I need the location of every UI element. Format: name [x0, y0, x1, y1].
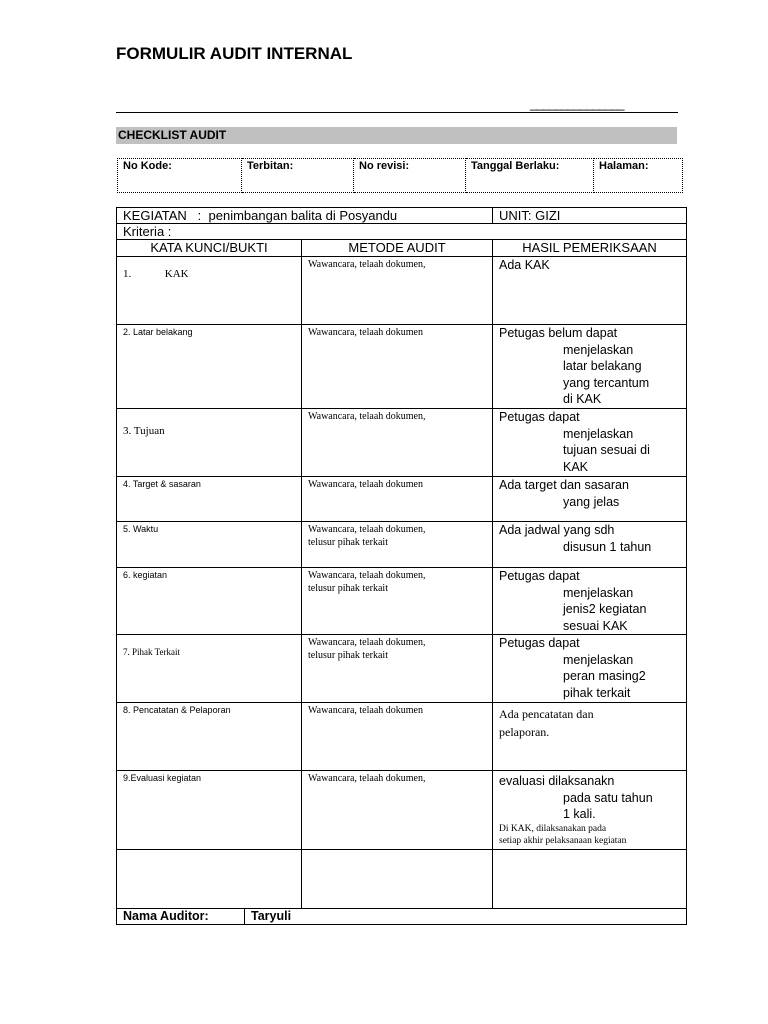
metode-cell [302, 409, 493, 477]
section-bar: CHECKLIST AUDIT [116, 127, 677, 144]
hasil-line: di KAK [563, 392, 602, 406]
auditor-label: Nama Auditor: [117, 909, 245, 925]
metode-line: Wawancara, telaah dokumen, [308, 570, 426, 581]
page-title: FORMULIR AUDIT INTERNAL [116, 44, 353, 63]
table-row [117, 635, 687, 703]
metode-line: Wawancara, telaah dokumen [308, 327, 423, 338]
doc-info-no-revisi: No revisi: [354, 159, 466, 193]
hasil-line: Ada pencatatan dan [499, 707, 594, 721]
metode-cell [302, 477, 493, 522]
kunci-cell [117, 477, 302, 522]
col-header-metode: METODE AUDIT [302, 240, 493, 257]
kunci-text: 4. Target & sasaran [123, 479, 201, 489]
hasil-line: Petugas belum dapat [499, 326, 618, 340]
empty-row [117, 850, 687, 909]
metode-cell [302, 635, 493, 703]
kunci-cell [117, 568, 302, 635]
hasil-note-line: setiap akhir pelaksanaan kegiatan [499, 835, 627, 846]
kunci-text: 9.Evaluasi kegiatan [123, 773, 202, 783]
kunci-cell [117, 771, 302, 850]
kunci-text: 2. Latar belakang [123, 327, 193, 337]
table-row [117, 409, 687, 477]
hasil-line: yang jelas [563, 494, 620, 509]
signature-line: _______________ [530, 96, 624, 111]
metode-cell [302, 257, 493, 325]
table-row [117, 771, 687, 850]
kunci-number: 1. [123, 268, 132, 280]
kegiatan-label: KEGIATAN [123, 208, 187, 223]
table-row [117, 257, 687, 325]
doc-info-table [117, 158, 683, 193]
kunci-text: 7. Pihak Terkait [123, 647, 180, 657]
hasil-line: yang tercantum [563, 375, 650, 390]
kunci-cell [117, 635, 302, 703]
kunci-cell [117, 257, 302, 325]
metode-line: telusur pihak terkait [308, 650, 388, 661]
empty-cell [493, 850, 687, 909]
table-row [117, 703, 687, 771]
hasil-line: Ada KAK [499, 258, 550, 272]
table-row [117, 477, 687, 522]
audit-checklist-table [116, 207, 687, 925]
hasil-cell [493, 477, 687, 522]
kunci-text: 5. Waktu [123, 524, 159, 534]
table-row [117, 522, 687, 568]
kunci-cell [117, 325, 302, 409]
table-row [117, 325, 687, 409]
kegiatan-cell [117, 208, 493, 224]
metode-cell [302, 568, 493, 635]
doc-info-tanggal-berlaku: Tanggal Berlaku: [466, 159, 594, 193]
metode-cell [302, 771, 493, 850]
doc-info-no-kode: No Kode: [118, 159, 242, 193]
metode-line: Wawancara, telaah dokumen, [308, 773, 426, 784]
hasil-line: peran masing2 [563, 669, 646, 683]
kunci-text: 3. Tujuan [123, 425, 165, 437]
hasil-line: pihak terkait [563, 685, 631, 700]
hasil-cell [493, 257, 687, 325]
metode-cell [302, 325, 493, 409]
metode-line: Wawancara, telaah dokumen [308, 705, 423, 716]
empty-cell [302, 850, 493, 909]
hasil-line: menjelaskan [563, 585, 634, 600]
hasil-line: menjelaskan [563, 426, 634, 441]
kunci-cell [117, 522, 302, 568]
unit-label: UNIT: GIZI [499, 208, 561, 223]
kunci-text: 8. Pencatatan & Pelaporan [123, 705, 231, 715]
metode-cell [302, 522, 493, 568]
col-header-hasil: HASIL PEMERIKSAAN [493, 240, 687, 257]
kriteria-cell [117, 224, 687, 240]
kriteria-label: Kriteria : [123, 224, 172, 239]
hasil-line: menjelaskan [563, 652, 634, 667]
kunci-text: KAK [164, 268, 189, 280]
hasil-line: sesuai KAK [563, 618, 628, 633]
hasil-line: Ada target dan sasaran [499, 478, 629, 492]
hasil-line: Petugas dapat [499, 410, 580, 424]
table-row [117, 568, 687, 635]
column-header-row [117, 240, 687, 257]
kegiatan-row [117, 208, 687, 224]
auditor-row [117, 909, 687, 925]
hasil-line: Ada jadwal yang sdh [499, 523, 615, 537]
unit-cell [493, 208, 687, 224]
hasil-line: jenis2 kegiatan [563, 602, 647, 616]
doc-info-terbitan: Terbitan: [242, 159, 354, 193]
hasil-line: menjelaskan [563, 342, 634, 357]
kunci-cell [117, 703, 302, 771]
kegiatan-value: penimbangan balita di Posyandu [208, 208, 398, 223]
hasil-cell [493, 703, 687, 771]
hasil-cell [493, 568, 687, 635]
hasil-cell [493, 522, 687, 568]
hasil-line: Petugas dapat [499, 636, 580, 650]
metode-line: Wawancara, telaah dokumen [308, 479, 423, 490]
hasil-line: evaluasi dilaksanakn [499, 774, 615, 788]
metode-line: telusur pihak terkait [308, 537, 388, 548]
metode-line: telusur pihak terkait [308, 583, 388, 594]
header-divider [116, 112, 678, 113]
kegiatan-separator: : [197, 208, 202, 223]
hasil-line: Petugas dapat [499, 569, 580, 583]
hasil-line: disusun 1 tahun [563, 539, 652, 554]
hasil-cell [493, 409, 687, 477]
hasil-line: KAK [563, 459, 589, 474]
hasil-line: latar belakang [563, 359, 642, 373]
metode-line: Wawancara, telaah dokumen, [308, 637, 426, 648]
metode-line: Wawancara, telaah dokumen, [308, 259, 426, 270]
col-header-kunci: KATA KUNCI/BUKTI [117, 240, 302, 257]
metode-line: Wawancara, telaah dokumen, [308, 524, 426, 535]
doc-info-halaman: Halaman: [594, 159, 683, 193]
hasil-line: pelaporan. [499, 725, 550, 739]
metode-line: Wawancara, telaah dokumen, [308, 411, 426, 422]
empty-cell [117, 850, 302, 909]
kunci-text: 6. kegiatan [123, 570, 168, 580]
auditor-name: Taryuli [245, 909, 687, 925]
hasil-note-line: Di KAK, dilaksanakan pada [499, 823, 607, 834]
kunci-cell [117, 409, 302, 477]
hasil-cell [493, 771, 687, 850]
hasil-line: 1 kali. [563, 807, 596, 821]
hasil-cell [493, 325, 687, 409]
metode-cell [302, 703, 493, 771]
kriteria-row [117, 224, 687, 240]
hasil-cell [493, 635, 687, 703]
hasil-line: tujuan sesuai di [563, 443, 650, 457]
hasil-line: pada satu tahun [563, 790, 653, 805]
